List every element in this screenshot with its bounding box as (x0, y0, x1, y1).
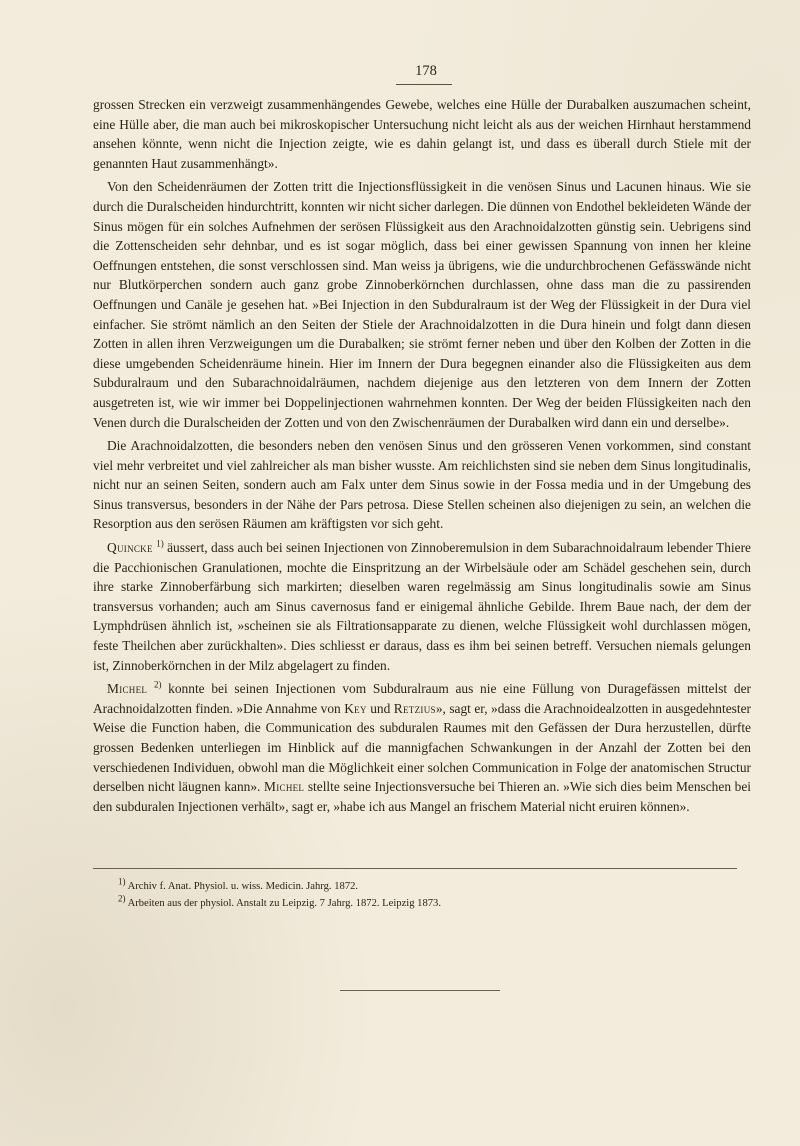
text-run (147, 681, 154, 696)
paragraph (93, 538, 751, 675)
author-name: Key (344, 700, 367, 716)
text-run: Von den Scheidenräumen der Zotten tritt die Injectionsflüssigkeit in die venösen Sinus und Lacunen hinaus. Wie sie durch die Duralscheiden hindurchtritt, konnten wir nicht sicher darlegen. Die dünnen von Endothel bekleideten Wände der Sinus mögen für ein solches Aufnehmen der serösen Flüssigkeit aus den Arachnoidalzotten günstig sein. Uebrigens sind die Zottenscheiden sehr dehnbar, und es ist sogar möglich, dass bei einer gewissen Spannung von innen her kleine Oeffnungen entstehen, die sonst verschlossen sind. Man weiss ja übrigens, wie die undurchbrochenen Gefässwände nicht nur Blutkörperchen sondern auch ganz grobe Zinnoberkörnchen durchlassen, ohne dass man die zu passirenden Oeffnungen und Canäle je gesehen hat. »Bei Injection in den Subduralraum ist der Weg der Flüssigkeit in der Dura viel einfacher. Sie strömt nämlich an den Seiten der Stiele der Arachnoidalzotten in die Dura hinein und folgt dann diesen Zotten in allen ihren Verzweigungen um die Durabalken; sie strömt ferner neben und über den Kolben der Zotten in die diese umgebenden Scheidenräume hinein. Hier im Innern der Dura begegnen einander also die Flüssigkeiten aus dem Subduralraum und den Subarachnoidalräumen, nachdem diejenige aus den letzteren von dem Innern der Zotten ausgetreten ist, wie wir immer bei Doppelinjectionen wahrnehmen konnten. Der Weg der beiden Flüssigkeiten nach den Venen durch die Duralscheiden der Zotten und von den Zwischenräumen der Durabalken wird dann ein und derselbe». (93, 179, 751, 430)
footnote (118, 878, 738, 895)
paragraph (93, 95, 751, 173)
footnote-rule (93, 868, 737, 869)
text-run: Die Arachnoidalzotten, die besonders neben den venösen Sinus und den grösseren Venen vorkommen, sind constant viel mehr verbreitet und viel zahlreicher als man bisher wusste. Am reichlichsten sind sie neben dem Sinus longitudinalis, nicht nur an seinen Seiten, sondern auch am Falx unter dem Sinus sowie in der Fossa media und in der Umgebung des Sinus transversus, besonders in der Nähe der Pars petrosa. Diese Stellen scheinen also diejenigen zu sein, an welchen die Resorption aus den serösen Räumen am kräftigsten vor sich geht. (93, 438, 751, 532)
author-name: Retzius (393, 700, 436, 716)
text-run: und (366, 700, 394, 716)
footnote-text: Archiv f. Anat. Physiol. u. wiss. Medicin. Jahrg. 1872. (125, 881, 359, 892)
text-run: », sagt er, »dass die Arachnoidealzotten in ausgedehntester Weise die Function haben, die Communication des subduralen Raumes mit den Gefässen der Dura herzustellen, dürfte grossen Bedenken unterliegen im Hinblick auf die mannigfachen Schwankungen in der Anzahl der Zotten bei den verschiedenen Individuen, obwohl man die Möglichkeit einer solchen Communication in Folge der anatomischen Structur derselben nicht läugnen kann». (93, 700, 751, 795)
author-name: Michel (264, 779, 305, 795)
paragraph (93, 436, 751, 534)
footnotes (118, 878, 738, 912)
page-number: 178 (415, 63, 437, 79)
footnote (118, 895, 738, 912)
text-run: grossen Strecken ein verzweigt zusammenhängendes Gewebe, welches eine Hülle der Durabalken auszumachen scheint, eine Hülle aber, die man auch bei mikroskopischer Untersuchung nicht leicht als aus der weichen Hirnhaut herstammend ansehen könnte, wenn nicht die Injection zeigte, wie es dahin gelangt ist, und dass es überall durch Stiele mit der genannten Haut zusammenhängt». (93, 97, 751, 171)
text-run: äussert, dass auch bei seinen Injectionen von Zinnoberemulsion in dem Subarachnoidalraum lebender Thiere die Pacchionischen Granulationen, mochte die Einspritzung an der Wirbelsäule oder am Schädel geschehen sein, durch ihre starke Zinnoberfärbung sich markirten; dieselben waren regelmässig am Sinus longitudinalis sowie am Sinus transversus vorhanden; auch am Sinus cavernosus fand er einigemal ähnliche Gebilde. Ihrem Baue nach, der dem der Lymphdrüsen ähnlich ist, »scheinen sie als Filtrationsapparate zu dienen, welche Flüssigkeit wohl durchlassen mögen, feste Theilchen aber zurückhalten». Dies schliesst er daraus, dass es ihm bei seinen betreff. Versuchen niemals gelungen ist, Zinnoberkörnchen in der Milz abgelagert zu finden. (93, 540, 751, 673)
author-name: Quincke (107, 540, 153, 556)
paragraph (93, 679, 751, 816)
page-number-rule (396, 84, 452, 85)
text-run: konnte bei seinen Injectionen vom Subduralraum aus nie eine Füllung von Duragefässen mittelst der Arachnoidalzotten finden. »Die Annahme von (93, 681, 751, 716)
footnote-ref: 2) (153, 679, 162, 690)
author-name: Michel (107, 681, 148, 697)
footnote-text: Arbeiten aus der physiol. Anstalt zu Leipzig. 7 Jahrg. 1872. Leipzig 1873. (125, 898, 441, 909)
body-text (93, 95, 751, 820)
footnote-mark: 2) (118, 893, 126, 904)
footnote-mark: 1) (118, 876, 126, 887)
footnote-ref: 1) (156, 538, 164, 549)
end-rule (340, 990, 500, 991)
paragraph (93, 177, 751, 432)
text-run: stellte seine Injectionsversuche bei Thieren an. »Wie sich dies beim Menschen bei den subduralen Injectionen verhält», sagt er, »habe ich aus Mangel an frischem Material nicht eruiren können». (93, 779, 751, 814)
